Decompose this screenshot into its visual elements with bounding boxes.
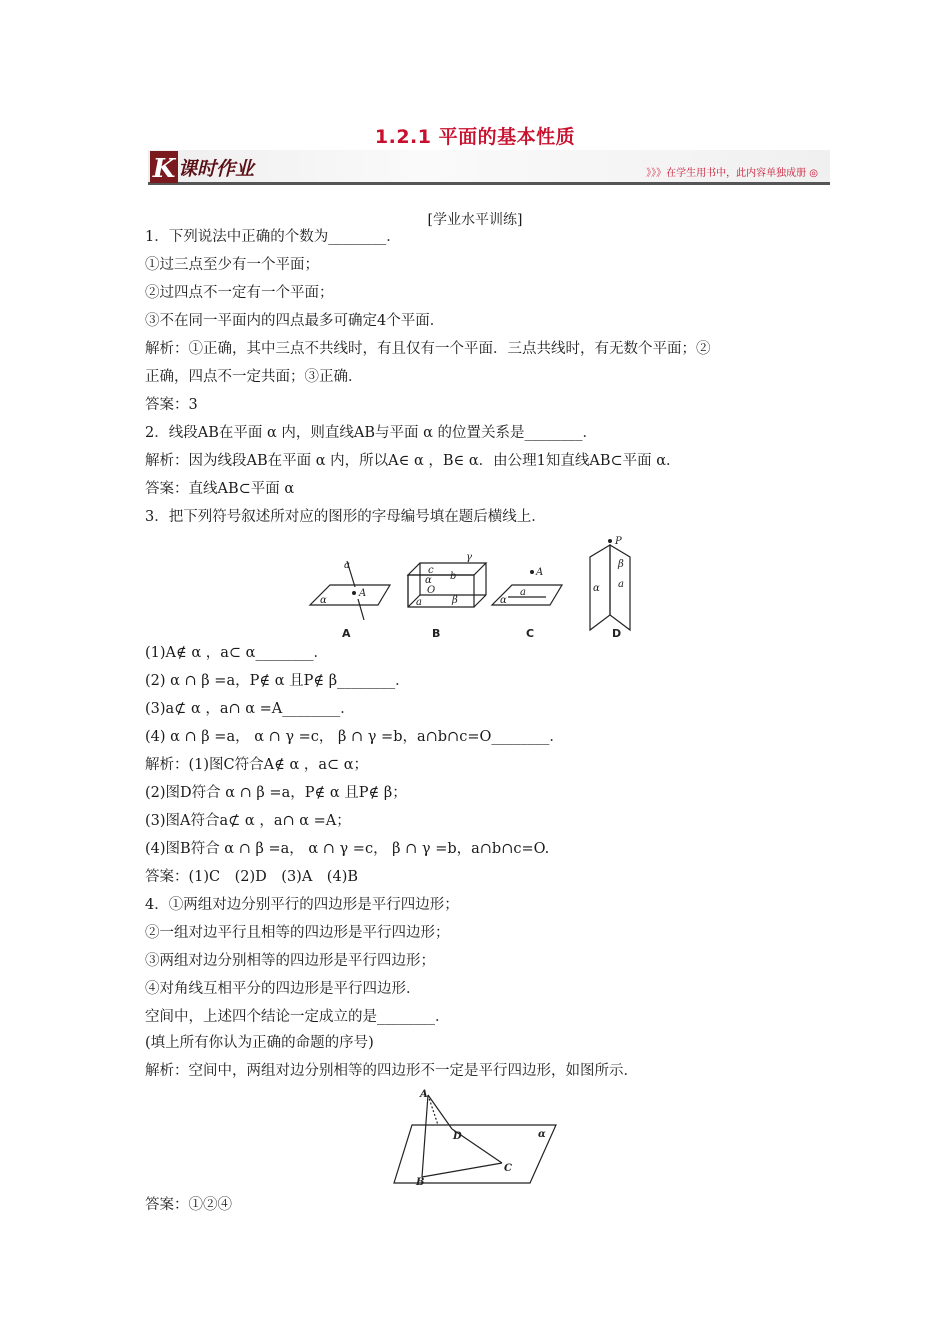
homework-banner xyxy=(148,150,830,186)
text-line: 3．把下列符号叙述所对应的图形的字母编号填在题后横线上． xyxy=(145,509,546,525)
page-title: 1.2.1 平面的基本性质 xyxy=(374,126,576,148)
text-line: ③不在同一平面内的四点最多可确定4个平面． xyxy=(145,313,445,329)
text-line: (4)图B符合 α ∩ β =a， α ∩ γ =c， β ∩ γ =b，a∩b∩c=O. xyxy=(145,841,550,857)
text-line: 1．下列说法中正确的个数为________． xyxy=(145,229,401,245)
figure-label: β xyxy=(452,595,458,606)
text-line: (4) α ∩ β =a， α ∩ γ =c， β ∩ γ =b，a∩b∩c=O________． xyxy=(145,729,564,745)
banner-label: 课时作业 xyxy=(178,158,255,180)
figure-label: B xyxy=(416,1177,425,1188)
figure-label: A xyxy=(536,567,544,578)
figure-caption: C xyxy=(526,627,535,640)
text-line: 2．线段AB在平面 α 内，则直线AB与平面 α 的位置关系是________． xyxy=(145,425,597,441)
text-line: (2)图D符合 α ∩ β =a，P∉ α 且P∉ β； xyxy=(145,785,407,801)
banner-divider xyxy=(148,182,830,185)
text-line: (填上所有你认为正确的命题的序号) xyxy=(145,1035,374,1051)
svg-text:K: K xyxy=(152,154,176,183)
text-line: ③两组对边分别相等的四边形是平行四边形； xyxy=(145,953,435,969)
text-line: 解析：①正确，其中三点不共线时，有且仅有一个平面．三点共线时，有无数个平面；② xyxy=(145,341,711,357)
figure-caption: D xyxy=(612,627,622,640)
text-line: (3)a⊄ α ，a∩ α =A________． xyxy=(145,701,355,717)
figure-label: A xyxy=(420,1089,428,1100)
figure-label: D xyxy=(453,1131,462,1142)
figure-label: O xyxy=(427,585,436,596)
k-logo-icon xyxy=(150,151,178,183)
text-line: 4．①两组对边分别平行的四边形是平行四边形； xyxy=(145,897,459,913)
banner-note: 》》》在学生用书中，此内容单独成册 ◎ xyxy=(646,168,818,179)
figure-label: α xyxy=(593,583,600,594)
figure-label: a xyxy=(618,579,624,590)
text-line: 解析：因为线段AB在平面 α 内，所以A∈ α ，B∈ α．由公理1知直线AB⊂平面 α． xyxy=(145,453,681,469)
figure-label: γ xyxy=(466,552,472,563)
figure-label: α xyxy=(425,575,432,586)
text-line: 正确，四点不一定共面；③正确． xyxy=(145,369,363,385)
figure-label: α xyxy=(538,1129,546,1140)
figure-plane xyxy=(394,1125,556,1183)
text-line: 解析：(1)图C符合A∉ α ，a⊂ α； xyxy=(145,757,369,773)
text-line: ①过三点至少有一个平面； xyxy=(145,257,319,273)
text-line: ②一组对边平行且相等的四边形是平行四边形； xyxy=(145,925,450,941)
figure-label: a xyxy=(520,587,526,598)
figure-caption: A xyxy=(342,627,351,640)
text-line: (3)图A符合a⊄ α ，a∩ α =A； xyxy=(145,813,351,829)
answer-line: 答案：3 xyxy=(145,397,198,413)
figure-caption: B xyxy=(432,627,441,640)
text-line: 空间中，上述四个结论一定成立的是________． xyxy=(145,1009,450,1025)
text-line: ②过四点不一定有一个平面； xyxy=(145,285,334,301)
figure-label: A xyxy=(359,588,367,599)
answer-line: 答案：直线AB⊂平面 α xyxy=(145,481,295,497)
figure-label: a xyxy=(344,560,350,571)
figure-label: α xyxy=(320,595,327,606)
text-line: ④对角线互相平分的四边形是平行四边形． xyxy=(145,981,421,997)
answer-line: 答案：(1)C (2)D (3)A (4)B xyxy=(145,869,359,885)
figure-label: β xyxy=(618,559,624,570)
answer-line: 答案：①②④ xyxy=(145,1197,232,1213)
figure-label: b xyxy=(450,571,457,582)
text-line: (1)A∉ α ，a⊂ α________． xyxy=(145,645,328,661)
figure-q4 xyxy=(390,1085,560,1190)
section-heading: [学业水平训练] xyxy=(427,212,523,228)
figure-label: C xyxy=(504,1163,512,1174)
text-line: (2) α ∩ β =a，P∉ α 且P∉ β________． xyxy=(145,673,410,689)
figure-label: a xyxy=(416,597,422,608)
figure-label: P xyxy=(615,536,622,547)
text-line: 解析：空间中，两组对边分别相等的四边形不一定是平行四边形，如图所示． xyxy=(145,1063,638,1079)
figure-label: c xyxy=(428,565,434,576)
figure-label: α xyxy=(500,595,507,606)
figure-q3 xyxy=(300,535,650,643)
